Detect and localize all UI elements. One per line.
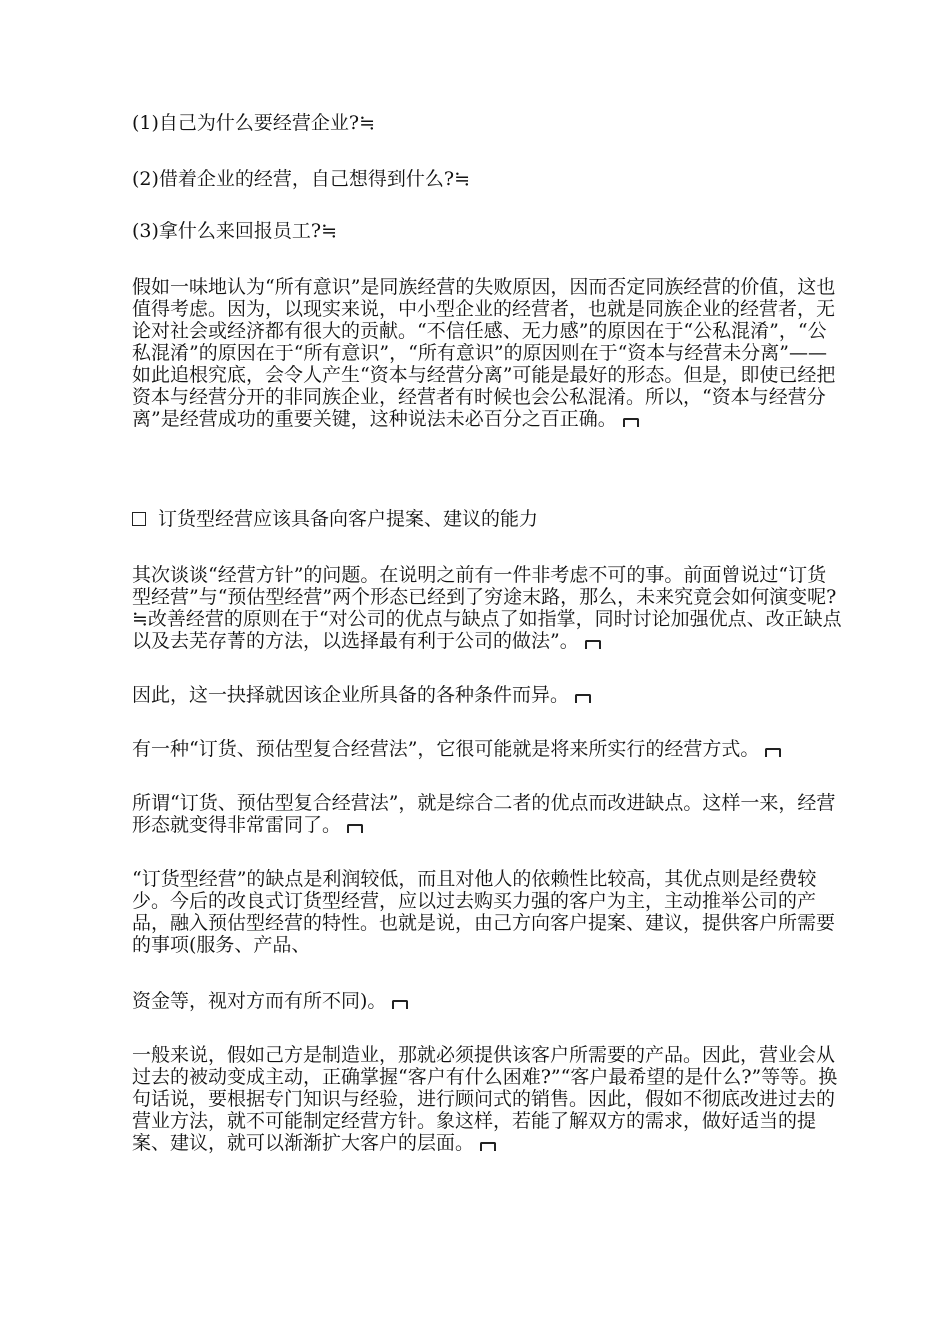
document-page — [132, 112, 842, 1154]
paragraph-3 — [132, 738, 842, 760]
paragraph-end-mark-icon — [623, 418, 639, 427]
paragraph-intro-text: 假如一味地认为“所有意识”是同族经营的失败原因，因而否定同族经营的价值，这也值得考虑。因为，以现实来说，中小型企业的经营者，也就是同族企业的经营者，无论对社会或经济都有很大的贡献。“不信任感、无力感”的原因在于“公私混淆”，“公私混淆”的原因在于“所有意识”，“所有意识”的原因则在于“资本与经营未分离”——如此追根究底，会令人产生“资本与经营分离”可能是最好的形态。但是，即使已经把资本与经营分开的非同族企业，经营者有时候也会公私混淆。所以，“资本与经营分离”是经营成功的重要关键，这种说法未必百分之百正确。 — [132, 276, 836, 430]
paragraph-3-text: 有一种“订货、预估型复合经营法”，它很可能就是将来所实行的经营方式。 — [132, 738, 760, 760]
paragraph-4 — [132, 792, 842, 836]
paragraph-end-mark-icon — [585, 640, 601, 649]
paragraph-7 — [132, 1044, 842, 1154]
paragraph-4-text: 所谓“订货、预估型复合经营法”，就是综合二者的优点而改进缺点。这样一来，经营形态就变得非常雷同了。 — [132, 792, 836, 836]
question-2: (2)借着企业的经营，自己想得到什么?≒ — [132, 168, 471, 190]
paragraph-intro — [132, 276, 842, 430]
checkbox-icon — [132, 512, 146, 526]
paragraph-end-mark-icon — [392, 1000, 408, 1009]
section-heading-text: 订货型经营应该具备向客户提案、建议的能力 — [158, 508, 539, 530]
paragraph-1 — [132, 564, 842, 652]
paragraph-7-text: 一般来说，假如己方是制造业，那就必须提供该客户所需要的产品。因此，营业会从过去的被动变成主动，正确掌握“客户有什么困难?”“客户最希望的是什么?”等等。换句话说，要根据专门知识与经验，进行顾问式的销售。因此，假如不彻底改进过去的营业方法，就不可能制定经营方针。象这样，若能了解双方的需求，做好适当的提案、建议，就可以渐渐扩大客户的层面。 — [132, 1044, 838, 1154]
paragraph-6 — [132, 990, 842, 1012]
paragraph-5: “订货型经营”的缺点是利润较低，而且对他人的依赖性比较高，其优点则是经费较少。今后的改良式订货型经营，应以过去购买力强的客户为主，主动推举公司的产品，融入预估型经营的特性。也就是说，由己方向客户提案、建议，提供客户所需要的事项(服务、产品、 — [132, 868, 836, 956]
paragraph-end-mark-icon — [575, 694, 591, 703]
paragraph-end-mark-icon — [480, 1142, 496, 1151]
paragraph-2-text: 因此，这一抉择就因该企业所具备的各种条件而异。 — [132, 684, 570, 706]
question-3: (3)拿什么来回报员工?≒ — [132, 220, 338, 242]
section-heading — [132, 508, 842, 530]
paragraph-2 — [132, 684, 842, 706]
paragraph-end-mark-icon — [765, 748, 781, 757]
paragraph-6-text: 资金等，视对方而有所不同)。 — [132, 990, 387, 1012]
paragraph-end-mark-icon — [347, 824, 363, 833]
question-1: (1)自己为什么要经营企业?≒ — [132, 112, 376, 134]
paragraph-1-text: 其次谈谈“经营方针”的问题。在说明之前有一件非考虑不可的事。前面曾说过“订货型经营”与“预估型经营”两个形态已经到了穷途末路，那么，未来究竟会如何演变呢?≒改善经营的原则在于“对公司的优点与缺点了如指掌，同时讨论加强优点、改正缺点以及去芜存菁的方法，以选择最有利于公司的做法”。 — [132, 564, 842, 652]
